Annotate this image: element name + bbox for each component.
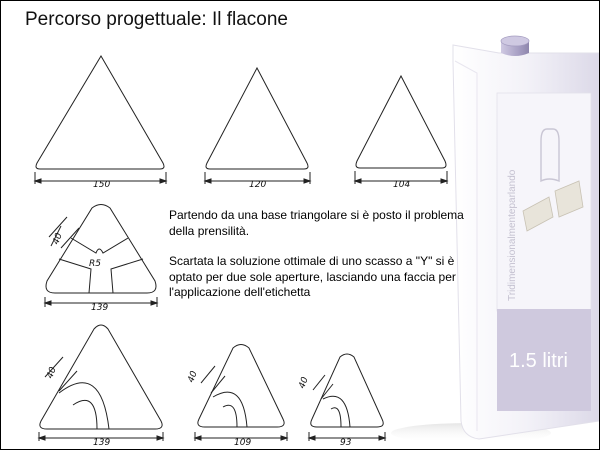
description-paragraph-1: Partendo da una base triangolare si è posto il problema della prensilità. (169, 208, 464, 238)
triangle-opening-93 (309, 354, 385, 441)
dim-label-139-row2: 139 (91, 303, 109, 313)
triangle-120 (205, 68, 310, 184)
dim-label-109: 109 (234, 438, 252, 448)
dim-label-139-row3: 139 (93, 438, 111, 448)
dim-label-40-a: 40 (45, 365, 59, 381)
bottle-label: 1.5 litri (509, 350, 568, 372)
page-title: Percorso progettuale: Il flacone (25, 9, 288, 30)
triangle-opening-139 (39, 325, 163, 441)
dim-label-150: 150 (93, 180, 111, 190)
bottle-vertical-text: Tridimensionalmenteparlando (507, 169, 518, 301)
triangle-150 (35, 56, 166, 184)
description-paragraph-2: Scartata la soluzione ottimale di uno scasso a "Y" si è optato per due sole aperture, lasciando una faccia per l'applicazione dell'etichetta (169, 254, 456, 299)
triangle-104 (355, 76, 447, 184)
dim-label-40-row2: 40 (51, 231, 65, 247)
triangle-opening-109 (195, 345, 287, 442)
dim-label-104: 104 (393, 180, 411, 190)
description (169, 208, 479, 316)
dim-label-120: 120 (249, 180, 267, 190)
dim-label-40-b: 40 (186, 369, 200, 385)
dim-label-r5: R5 (89, 259, 101, 269)
dim-label-40-c: 40 (297, 375, 311, 391)
dim-label-93: 93 (340, 438, 352, 448)
triangle-y-cut (45, 205, 157, 308)
